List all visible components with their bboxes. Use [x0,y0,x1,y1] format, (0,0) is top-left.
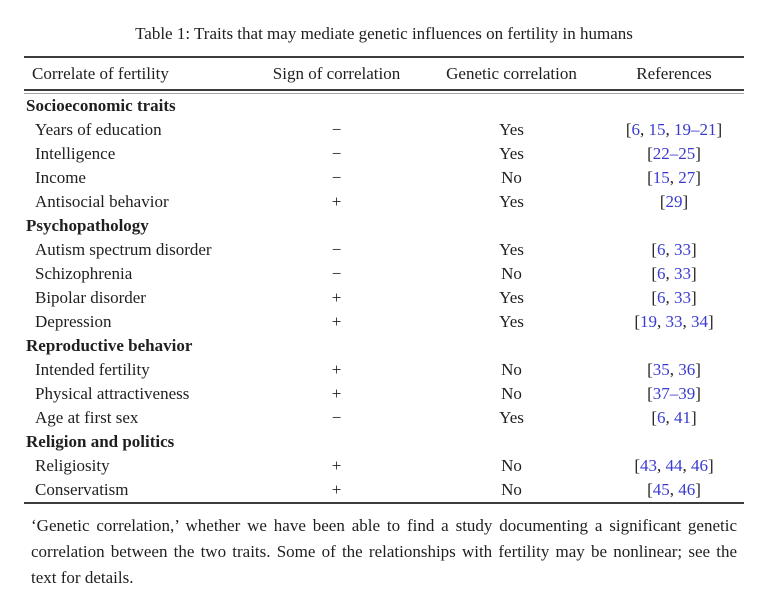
col-header-references: References [636,64,712,83]
col-header-sign: Sign of correlation [272,64,401,83]
header-row [24,58,744,89]
references-cell [604,358,744,382]
genetic-correlation-cell: No [501,360,522,379]
citation-link[interactable]: 41 [674,408,691,427]
citation-separator: , [669,360,679,379]
section-title: Religion and politics [26,432,175,451]
table-row [24,118,744,142]
citation-close-bracket: ] [691,288,697,307]
citation-close-bracket: ] [682,192,689,211]
table [24,56,744,591]
sign-cell: + [331,384,342,403]
citation-close-bracket: ] [695,144,701,163]
citation-open-bracket: [ [647,168,653,187]
references-cell [604,310,744,334]
citation-link[interactable]: 37–39 [652,384,696,403]
citation-separator: , [657,456,666,475]
sign-cell: − [331,408,342,427]
citation-link[interactable]: 27 [678,168,696,187]
sign-cell: + [331,312,342,331]
citation-open-bracket: [ [651,240,657,259]
citation-close-bracket: ] [716,120,723,139]
citation-separator: , [665,288,674,307]
citation-separator: , [665,240,674,259]
citation-link[interactable]: 46 [691,456,708,475]
genetic-correlation-cell: Yes [499,144,524,163]
table-row [24,454,744,478]
citation-open-bracket: [ [647,480,653,499]
citation-close-bracket: ] [691,408,697,427]
sign-cell: − [331,264,342,283]
genetic-correlation-cell: Yes [499,408,524,427]
trait-cell: Schizophrenia [35,264,133,283]
citation-link[interactable]: 35 [652,360,670,379]
sign-cell: − [331,144,342,163]
trait-cell: Intended fertility [35,360,150,379]
citation-separator: , [640,120,649,139]
trait-cell: Age at first sex [35,408,139,427]
citation-separator: , [665,408,674,427]
sign-cell: + [331,288,342,307]
citation-separator: , [665,264,674,283]
references-cell [604,238,744,262]
citation-link[interactable]: 45 [652,480,670,499]
citation-link[interactable]: 33 [674,288,691,307]
citation-link[interactable]: 46 [678,480,696,499]
genetic-correlation-cell: No [501,456,522,475]
citation-open-bracket: [ [634,312,640,331]
citation-link[interactable]: 36 [678,360,696,379]
col-header-correlate: Correlate of fertility [32,64,169,83]
citation-close-bracket: ] [695,480,701,499]
citation-link[interactable]: 15 [648,120,666,139]
citation-open-bracket: [ [634,456,640,475]
citation-separator: , [669,168,679,187]
trait-cell: Income [35,168,86,187]
citation-link[interactable]: 6 [657,288,666,307]
citation-open-bracket: [ [647,360,653,379]
citation-open-bracket: [ [651,288,657,307]
citation-link[interactable]: 33 [674,264,691,283]
genetic-correlation-cell: Yes [499,120,524,139]
genetic-correlation-cell: Yes [499,240,524,259]
trait-cell: Years of education [35,120,162,139]
citation-open-bracket: [ [651,264,657,283]
table-row [24,142,744,166]
section-row [24,334,744,358]
citation-link[interactable]: 19 [640,312,657,331]
citation-open-bracket: [ [647,384,653,403]
table-row [24,310,744,334]
citation-link[interactable]: 6 [657,240,666,259]
citation-link[interactable]: 6 [657,264,666,283]
citation-separator: , [657,312,666,331]
col-header-genetic: Genetic correlation [446,64,577,83]
references-cell [604,262,744,286]
citation-open-bracket: [ [651,408,657,427]
citation-separator: , [682,456,691,475]
sign-cell: + [331,360,342,379]
citation-separator: , [665,120,674,139]
citation-close-bracket: ] [695,384,701,403]
references-cell [604,286,744,310]
citation-link[interactable]: 44 [665,456,683,475]
references-cell [604,166,744,190]
section-title: Reproductive behavior [26,336,193,355]
citation-open-bracket: [ [647,144,653,163]
citation-link[interactable]: 19–21 [674,120,717,139]
references-cell [604,190,744,214]
table-row [24,406,744,430]
citation-link[interactable]: 33 [665,312,683,331]
sign-cell: + [331,456,342,475]
table-body [24,94,744,502]
trait-cell: Intelligence [35,144,116,163]
references-cell [604,406,744,430]
trait-cell: Antisocial behavior [35,192,169,211]
citation-link[interactable]: 29 [665,192,683,211]
section-row [24,430,744,454]
citation-link[interactable]: 43 [640,456,657,475]
table-row [24,238,744,262]
citation-link[interactable]: 6 [657,408,666,427]
citation-close-bracket: ] [691,240,697,259]
genetic-correlation-cell: Yes [499,192,524,211]
trait-cell: Physical attractiveness [35,384,190,403]
genetic-correlation-cell: Yes [499,312,524,331]
citation-link[interactable]: 15 [652,168,670,187]
citation-link[interactable]: 22–25 [652,144,696,163]
table-row [24,190,744,214]
genetic-correlation-cell: Yes [499,288,524,307]
section-title: Psychopathology [26,216,149,235]
section-row [24,214,744,238]
citation-close-bracket: ] [691,264,697,283]
references-cell [604,478,744,502]
citation-link[interactable]: 6 [631,120,640,139]
citation-close-bracket: ] [695,168,701,187]
references-cell [604,142,744,166]
sign-cell: + [331,480,342,499]
trait-cell: Depression [35,312,112,331]
references-cell [604,382,744,406]
genetic-correlation-cell: No [501,384,522,403]
references-cell [604,118,744,142]
section-row [24,94,744,118]
sign-cell: − [331,240,342,259]
header-rule-dark [24,89,744,91]
table-row [24,382,744,406]
citation-open-bracket: [ [625,120,632,139]
citation-separator: , [669,480,679,499]
genetic-correlation-cell: No [501,264,522,283]
citation-separator: , [682,312,691,331]
citation-close-bracket: ] [708,312,714,331]
citation-close-bracket: ] [695,360,701,379]
trait-cell: Autism spectrum disorder [35,240,212,259]
table-row [24,358,744,382]
genetic-correlation-cell: No [501,480,522,499]
table-row [24,286,744,310]
sign-cell: − [331,168,342,187]
table-caption: Table 1: Traits that may mediate genetic influences on fertility in humans [135,24,633,43]
table-row [24,478,744,502]
references-cell [604,454,744,478]
bottom-rule [24,502,744,504]
genetic-correlation-cell: No [501,168,522,187]
citation-close-bracket: ] [708,456,714,475]
citation-open-bracket: [ [659,192,666,211]
citation-link[interactable]: 33 [674,240,691,259]
table-row [24,166,744,190]
sign-cell: + [331,192,342,211]
table-row [24,262,744,286]
citation-link[interactable]: 34 [691,312,708,331]
sign-cell: − [331,120,342,139]
section-title: Socioeconomic traits [26,96,176,115]
table-footnote: ‘Genetic correlation,’ whether we have been able to find a study documenting a significant genetic correlation between the two traits. Some of the relationships with fertility may be nonlinear; see the text for details. [31,516,737,587]
trait-cell: Bipolar disorder [35,288,146,307]
trait-cell: Conservatism [35,480,129,499]
trait-cell: Religiosity [35,456,110,475]
